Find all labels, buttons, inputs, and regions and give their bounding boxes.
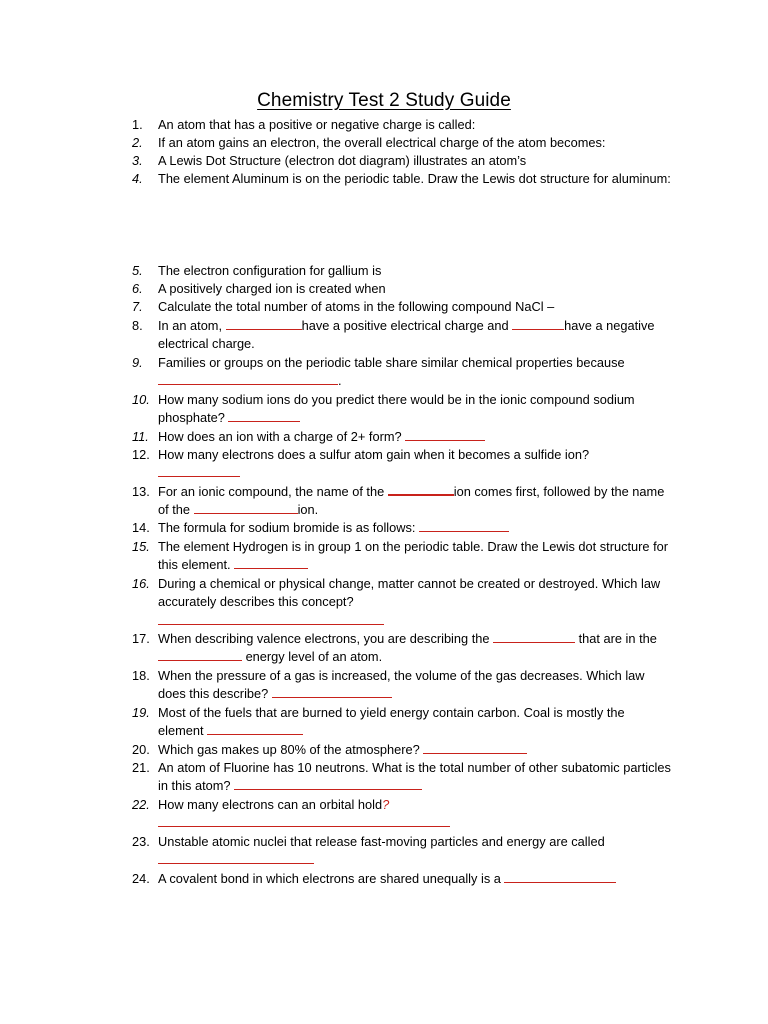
answer-blank[interactable]	[388, 483, 454, 496]
question-number: 2.	[132, 135, 143, 150]
question-number: 10.	[132, 392, 150, 407]
question-text: When describing valence electrons, you are describing the that are in the energy level of an atom.	[158, 631, 657, 665]
answer-blank[interactable]	[158, 649, 242, 661]
answer-blank[interactable]	[423, 742, 527, 754]
question-2	[132, 134, 672, 152]
question-24	[132, 870, 672, 888]
question-text: Unstable atomic nuclei that release fast-moving particles and energy are called	[158, 833, 672, 870]
question-14	[132, 519, 672, 537]
question-13	[132, 483, 672, 520]
question-text: A covalent bond in which electrons are shared unequally is a	[158, 870, 672, 888]
question-15	[132, 538, 672, 575]
answer-blank[interactable]	[158, 373, 338, 385]
question-number: 11.	[132, 429, 149, 444]
question-number: 24.	[132, 871, 150, 886]
question-text: How does an ion with a charge of 2+ form?	[158, 428, 672, 446]
question-10	[132, 391, 672, 428]
question-7	[132, 298, 672, 316]
question-text: Families or groups on the periodic table share similar chemical properties because.	[158, 355, 625, 389]
question-8	[132, 317, 672, 354]
question-text: A Lewis Dot Structure (electron dot diagram) illustrates an atom’s	[158, 153, 527, 168]
answer-blank[interactable]	[194, 502, 298, 514]
answer-blank[interactable]	[158, 852, 314, 864]
question-number: 1.	[132, 117, 143, 132]
question-text: A positively charged ion is created when	[158, 281, 386, 296]
question-22	[132, 796, 672, 833]
answer-blank[interactable]	[226, 318, 302, 330]
question-9	[132, 354, 672, 391]
question-number: 17.	[132, 631, 150, 646]
question-21	[132, 759, 672, 796]
question-text: The formula for sodium bromide is as follows:	[158, 519, 672, 537]
answer-blank[interactable]	[234, 778, 422, 790]
answer-blank[interactable]	[158, 613, 384, 625]
question-16	[132, 575, 672, 630]
question-number: 23.	[132, 834, 150, 849]
question-number: 16.	[132, 576, 150, 591]
question-4	[132, 170, 672, 188]
question-number: 18.	[132, 668, 150, 683]
answer-blank[interactable]	[207, 723, 303, 735]
question-text: In an atom, have a positive electrical charge and have a negative electrical charge.	[158, 318, 655, 352]
answer-blank[interactable]	[158, 815, 450, 827]
question-number: 20.	[132, 742, 150, 757]
question-11	[132, 428, 672, 446]
question-number: 13.	[132, 484, 150, 499]
question-text: How many electrons does a sulfur atom gain when it becomes a sulfide ion?	[158, 446, 672, 483]
question-number: 5.	[132, 263, 143, 278]
answer-blank[interactable]	[419, 520, 509, 532]
question-text: For an ionic compound, the name of the ion comes first, followed by the name of the ion.	[158, 484, 665, 518]
question-number: 7.	[132, 299, 143, 314]
question-1	[132, 116, 672, 134]
question-18	[132, 667, 672, 704]
question-19	[132, 704, 672, 741]
question-text: Which gas makes up 80% of the atmosphere?	[158, 741, 672, 759]
question-number: 8.	[132, 318, 143, 333]
question-number: 14.	[132, 520, 150, 535]
question-5	[132, 262, 672, 280]
answer-blank[interactable]	[272, 686, 392, 698]
question-text: Calculate the total number of atoms in the following compound NaCl –	[158, 299, 555, 314]
question-12	[132, 446, 672, 483]
page-title: Chemistry Test 2 Study Guide	[257, 90, 511, 111]
question-text: If an atom gains an electron, the overall electrical charge of the atom becomes:	[158, 135, 606, 150]
question-17	[132, 630, 672, 667]
question-text: How many sodium ions do you predict there would be in the ionic compound sodium phosphate?	[158, 392, 635, 426]
question-number: 15.	[132, 539, 150, 554]
question-number: 9.	[132, 355, 143, 370]
question-20	[132, 741, 672, 759]
question-text: The electron configuration for gallium is	[158, 263, 382, 278]
answer-blank[interactable]	[493, 631, 575, 643]
question-number: 21.	[132, 760, 150, 775]
question-text: How many electrons can an orbital hold?	[158, 796, 672, 833]
question-number: 6.	[132, 281, 143, 296]
question-text: An atom that has a positive or negative charge is called:	[158, 117, 476, 132]
question-text: Most of the fuels that are burned to yield energy contain carbon. Coal is mostly the element	[158, 705, 625, 739]
question-number: 4.	[132, 171, 143, 186]
question-text: An atom of Fluorine has 10 neutrons. What is the total number of other subatomic particles in this atom?	[158, 760, 671, 794]
question-text: During a chemical or physical change, matter cannot be created or destroyed. Which law accurately describes this concept?	[158, 575, 672, 630]
question-number: 12.	[132, 447, 150, 462]
question-text: The element Aluminum is on the periodic table. Draw the Lewis dot structure for aluminum:	[158, 171, 671, 186]
answer-blank[interactable]	[512, 318, 564, 330]
question-number: 3.	[132, 153, 143, 168]
answer-blank[interactable]	[405, 429, 485, 441]
answer-blank[interactable]	[228, 410, 300, 422]
answer-blank[interactable]	[504, 871, 616, 883]
question-6	[132, 280, 672, 298]
question-3	[132, 152, 672, 170]
question-number: 19.	[132, 705, 150, 720]
answer-blank[interactable]	[234, 557, 308, 569]
question-number: 22.	[132, 797, 150, 812]
answer-blank[interactable]	[158, 465, 240, 477]
question-text: The element Hydrogen is in group 1 on the periodic table. Draw the Lewis dot structure for this element.	[158, 539, 669, 573]
question-23	[132, 833, 672, 870]
question-text: When the pressure of a gas is increased, the volume of the gas decreases. Which law does this describe?	[158, 668, 645, 702]
